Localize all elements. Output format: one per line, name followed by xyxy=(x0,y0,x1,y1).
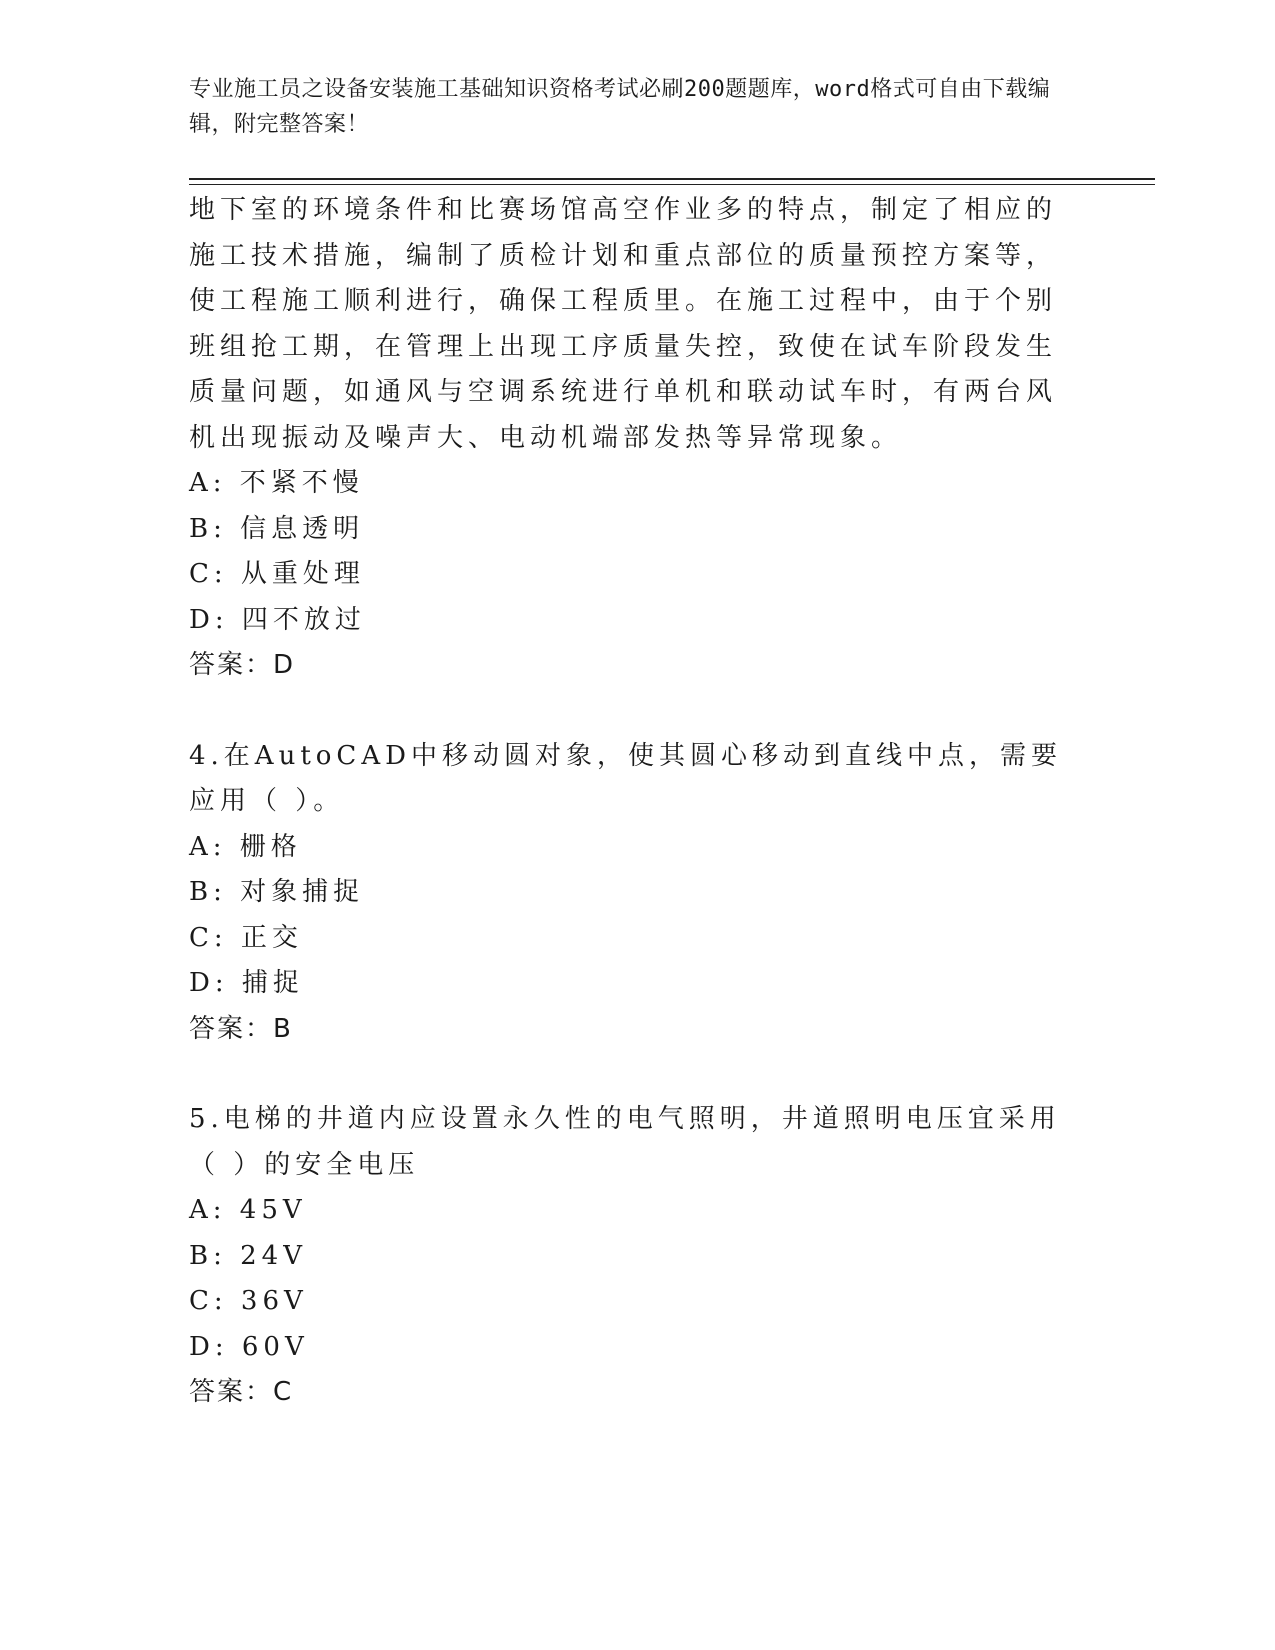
header-divider-thick xyxy=(189,178,1155,180)
question-block xyxy=(189,188,1069,689)
answer-line: 答案：C xyxy=(189,1377,294,1407)
question-list xyxy=(189,188,1069,1416)
option-c: C: 从重处理 xyxy=(189,559,365,589)
option-d: D: 四不放过 xyxy=(189,604,366,635)
option-b: B: 24V xyxy=(189,1240,307,1271)
question-stem: 4.在AutoCAD中移动圆对象，使其圆心移动到直线中点，需要应用（ ）。 xyxy=(189,740,1062,816)
option-b: B: 对象捕捉 xyxy=(189,877,365,907)
spacer xyxy=(189,689,1069,734)
answer-line: 答案：B xyxy=(189,1013,293,1044)
option-c: C: 36V xyxy=(189,1286,308,1316)
spacer xyxy=(189,1052,1069,1097)
question-block xyxy=(189,734,1069,1053)
option-a: A: 栅格 xyxy=(189,831,302,862)
document-title: 专业施工员之设备安装施工基础知识资格考试必刷200题题库，word格式可自由下载编辑，附完整答案！ xyxy=(189,77,1051,137)
header-divider-thin xyxy=(189,184,1155,185)
question-stem: 5.电梯的井道内应设置永久性的电气照明，井道照明电压宜采用（ ）的安全电压 xyxy=(189,1104,1061,1180)
option-d: D: 捕捉 xyxy=(189,968,304,998)
option-b: B: 信息透明 xyxy=(189,513,365,544)
option-c: C: 正交 xyxy=(189,922,303,953)
option-a: A: 不紧不慢 xyxy=(189,468,364,498)
question-stem: 地下室的环境条件和比赛场馆高空作业多的特点，制定了相应的施工技术措施，编制了质检计划和重点部位的质量预控方案等，使工程施工顺利进行，确保工程质里。在施工过程中，由于个别班组抢工期，在管理上出现工序质量失控，致使在试车阶段发生质量问题，如通风与空调系统进行单机和联动试车时，有两台风机出现振动及噪声大、电动机端部发热等异常现象。 xyxy=(189,195,1058,453)
option-a: A: 45V xyxy=(189,1195,307,1225)
question-block xyxy=(189,1097,1069,1416)
option-d: D: 60V xyxy=(189,1331,309,1362)
answer-line: 答案：D xyxy=(189,650,296,680)
